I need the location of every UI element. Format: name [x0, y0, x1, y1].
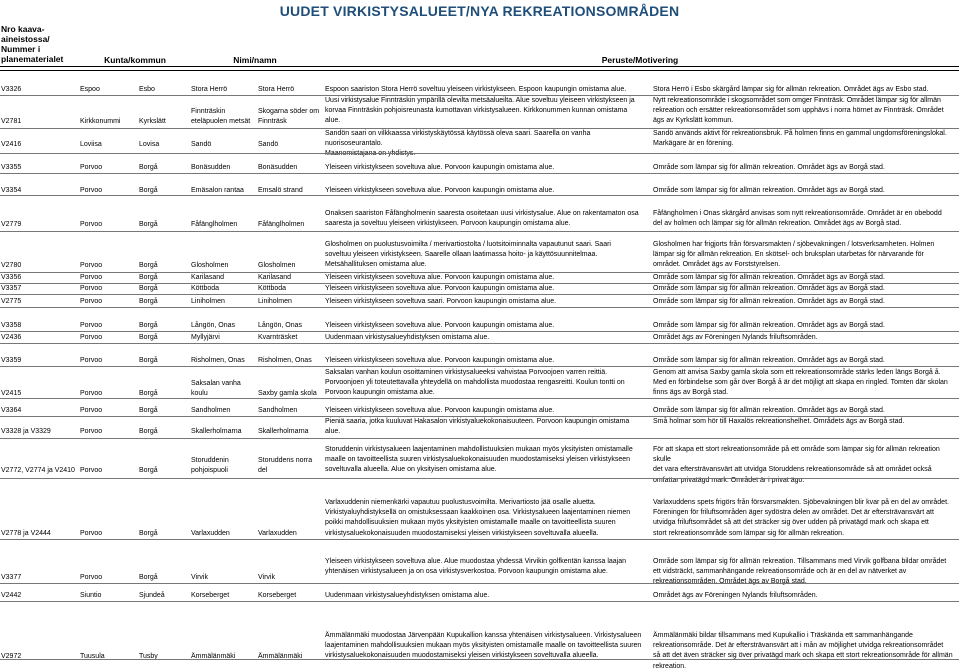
row-number: V2775	[1, 298, 22, 305]
motivation-fi: Uudenmaan virkistysalueyhdistyksen omistama alue.	[325, 334, 490, 341]
row-number: V3364	[1, 407, 22, 414]
row-divider	[0, 195, 959, 196]
municipality-sv: Borgå	[139, 322, 158, 329]
row-divider	[0, 539, 959, 540]
municipality-fi: Porvoo	[80, 390, 103, 397]
row-number: V3355	[1, 164, 22, 171]
municipality-sv: Borgå	[139, 574, 158, 581]
row-number: V3358	[1, 322, 22, 329]
motivation-fi: Yleiseen virkistykseen soveltuva alue. Porvoon kaupungin omistama alue.	[325, 164, 555, 171]
name-sv: Korseberget	[258, 592, 297, 599]
municipality-sv: Borgå	[139, 467, 158, 474]
municipality-fi: Porvoo	[80, 285, 103, 292]
row-number: V2772, V2774 ja V2410	[1, 467, 75, 474]
row-divider	[0, 659, 959, 660]
name-fi: Varlaxudden	[191, 530, 230, 537]
municipality-sv: Lovisa	[139, 141, 160, 148]
name-fi: Glosholmen	[191, 262, 229, 269]
motivation-fi: Yleiseen virkistykseen soveltuva alue. Porvoon kaupungin omistama alue.	[325, 187, 555, 194]
name-sv: Ämmälänmäki	[258, 653, 303, 660]
row-number: V2779	[1, 221, 22, 228]
municipality-fi: Porvoo	[80, 298, 103, 305]
motivation-fi: Yleiseen virkistykseen soveltuva saari. Porvoon kaupungin omistama alue.	[325, 298, 557, 305]
municipality-sv: Borgå	[139, 221, 158, 228]
municipality-fi: Porvoo	[80, 428, 103, 435]
municipality-sv: Kyrkslätt	[139, 118, 166, 125]
motivation-fi: Pieniä saaria, jotka kuuluvat Hakasalon virkistyaluekokonaisuuteen. Porvoon kaupungin omistama alue.	[325, 418, 630, 436]
row-number: V2780	[1, 262, 22, 269]
header-name: Nimi/namn	[233, 55, 277, 65]
header-rule	[0, 66, 959, 67]
name-sv: Bonäsudden	[258, 164, 298, 171]
name-sv: Liniholmen	[258, 298, 292, 305]
name-fi: Fåfänglholmen	[191, 221, 238, 228]
row-number: V3359	[1, 357, 22, 364]
name-sv: Glosholmen	[258, 262, 296, 269]
name-sv: Varlaxudden	[258, 530, 297, 537]
motivation-sv: Sandö används aktivt för rekreationsbruk. På holmen finns en gammal ungdomsföreningslokal. Markägare är en förening.	[653, 130, 947, 148]
municipality-sv: Borgå	[139, 164, 158, 171]
row-number: V2436	[1, 334, 22, 341]
name-fi: Finnträskin eteläpuolen metsät	[191, 107, 251, 125]
motivation-fi: Yleiseen virkistykseen soveltuva alue. Porvoon kaupungin omistama alue.	[325, 274, 555, 281]
municipality-sv: Borgå	[139, 298, 158, 305]
municipality-fi: Porvoo	[80, 187, 103, 194]
municipality-sv: Borgå	[139, 428, 158, 435]
motivation-sv: Område som lämpar sig för allmän rekreation. Området ägs av Borgå stad.	[653, 285, 885, 292]
motivation-sv: Område som lämpar sig för allmän rekreation. Tillsammans med Virvik golfbana bildar området ett vidsträckt, sammanhängande rekreationsområde och är en del av nätverket av rekreationsområden. Området ägs av Borgå stad.	[653, 558, 947, 586]
municipality-fi: Porvoo	[80, 334, 103, 341]
motivation-fi: Yleiseen virkistykseen soveltuva alue. Porvoon kaupungin omistama alue.	[325, 285, 555, 292]
row-divider	[0, 583, 959, 584]
motivation-fi: Yleiseen virkistykseen soveltuva alue. Alue muodostaa yhdessä Virvikin golfkentän kanssa laajan yhtenäisen virkistysalueen ja on osa virkistysverkostoa. Porvoon kaupungin omistama alue.	[325, 558, 627, 576]
motivation-fi: Espoon saariston Stora Herrö soveltuu yleiseen virkistykseen. Espoon kaupungin omistama alue.	[325, 86, 627, 93]
name-sv: Sandholmen	[258, 407, 298, 414]
motivation-sv: Området ägs av Föreningen Nylands friluftsområden.	[653, 592, 818, 599]
motivation-sv: Området ägs av Föreningen Nylands friluftsområden.	[653, 334, 818, 341]
motivation-sv: Område som lämpar sig för allmän rekreation. Området ägs av Borgå stad.	[653, 357, 885, 364]
name-fi: Korseberget	[191, 592, 230, 599]
municipality-sv: Borgå	[139, 390, 158, 397]
name-fi: Bonäsudden	[191, 164, 231, 171]
municipality-sv: Borgå	[139, 187, 158, 194]
municipality-sv: Borgå	[139, 262, 158, 269]
name-sv: Emsalö strand	[258, 187, 303, 194]
name-fi: Karilasand	[191, 274, 225, 281]
motivation-fi: Storuddenin virkistysalueen laajentaminen mahdollistuuksien mukaan myös yksityisten omistamalle maalle on tavoitteellista suuren virkistysaluekokonaisuuden muodostamiseksi yleisen virkistykseen soveltuvalla alueella. Alue on yksityisen omistama alue.	[325, 446, 633, 474]
header-municipality: Kunta/kommun	[104, 55, 166, 65]
name-sv: Fåfänglholmen	[258, 221, 305, 228]
row-number: V3326	[1, 86, 22, 93]
name-fi: Storuddenin pohjoispuoli	[191, 456, 229, 474]
row-number: V2415	[1, 390, 22, 397]
row-divider	[0, 231, 959, 232]
header-rule-double	[0, 70, 959, 71]
name-fi: Myllyjärvi	[191, 334, 220, 341]
motivation-sv: Område som lämpar sig för allmän rekreation. Området ägs av Borgå stad.	[653, 322, 885, 329]
name-fi: Emäsalon rantaa	[191, 187, 244, 194]
name-sv: Stora Herrö	[258, 86, 295, 93]
municipality-fi: Tuusula	[80, 653, 105, 660]
row-number: V2972	[1, 653, 22, 660]
name-fi: Köttboda	[191, 285, 220, 292]
motivation-sv: Glosholmen har frigjorts från försvarsmakten / sjöbevakningen / lotsverksamheten. Holmen lämpar sig för allmän rekreation. En skötsel- och bruksplan utarbetas för närvarande för området. Området ägs av Forststyrelsen.	[653, 241, 935, 269]
motivation-sv: Område som lämpar sig för allmän rekreation. Området ägs av Borgå stad.	[653, 274, 885, 281]
name-fi: Virvik	[191, 574, 208, 581]
motivation-sv: Ämmälänmäki bildar tillsammans med Kupukallio i Träskända ett sammanhängande rekreationsområde. Det är eftersträvansvärt att i mån av möjlighet utvidga rekreationsområdet så att det även sträcker sig över privatägd mark och skapa ett stort rekreationsområde för allmän rekreation.	[653, 632, 953, 670]
row-number: V2416	[1, 141, 22, 148]
row-divider	[0, 366, 959, 367]
name-fi: Skallerholmarna	[191, 428, 242, 435]
municipality-sv: Borgå	[139, 530, 158, 537]
motivation-sv: Område som lämpar sig för allmän rekreation. Området ägs av Borgå stad.	[653, 298, 885, 305]
municipality-sv: Sjundeå	[139, 592, 165, 599]
name-sv: Skallerholmarna	[258, 428, 309, 435]
name-sv: Karilasand	[258, 274, 292, 281]
motivation-sv: Område som lämpar sig för allmän rekreation. Området ägs av Borgå stad.	[653, 187, 885, 194]
row-divider	[0, 343, 959, 344]
municipality-fi: Porvoo	[80, 274, 103, 281]
name-sv: Sandö	[258, 141, 279, 148]
municipality-fi: Porvoo	[80, 574, 103, 581]
municipality-fi: Porvoo	[80, 322, 103, 329]
header-number: Nro kaava- aineistossa/ Nummer i planematerialet	[1, 24, 64, 64]
name-sv: Risholmen, Onas	[258, 357, 312, 364]
motivation-sv: Fåfängholmen i Onas skärgård anvisas som nytt rekreationsområde. Området är en obebodd del av holmen och lämpar sig för allmän rekreation. Området ägs av Borgå stad.	[653, 210, 942, 228]
document-title: UUDET VIRKISTYSALUEET/NYA REKREATIONSOMRÅDEN	[279, 3, 680, 19]
motivation-sv: Stora Herrö i Esbo skärgård lämpar sig för allmän rekreation. Området ägs av Esbo stad.	[653, 86, 929, 93]
municipality-fi: Siuntio	[80, 592, 102, 599]
motivation-sv: Nytt rekreationsområde i skogsområdet som omger Finnträsk. Området lämpar sig för allmän rekreation och ersätter rekreationsområdet som upphävs i norra hörnet av Finnträsk. Området ägs av Kyrkslätt kommun.	[653, 97, 944, 125]
municipality-sv: Tusby	[139, 653, 158, 660]
row-divider	[0, 307, 959, 308]
row-divider	[0, 398, 959, 399]
motivation-sv: Varlaxuddens spets frigörs från försvarsmakten. Sjöbevakningen blir kvar på en del av området. Föreningen för friluftsområden äger sydöstra delen av området. Det är eftersträvansvärt att utvidga friluftsområdet så att det sträcker sig över udden på privatägd mark och skapa ett stort rekreationsområde som lämpar sig för allmän rekreation.	[653, 499, 949, 537]
name-fi: Liniholmen	[191, 298, 225, 305]
name-fi: Ämmälänmäki	[191, 653, 236, 660]
name-fi: Sandholmen	[191, 407, 231, 414]
municipality-fi: Porvoo	[80, 530, 103, 537]
row-number: V3328 ja V3329	[1, 428, 51, 435]
motivation-fi: Yleiseen virkistykseen soveltuva alue. Porvoon kaupungin omistama alue.	[325, 407, 555, 414]
municipality-fi: Porvoo	[80, 221, 103, 228]
municipality-fi: Porvoo	[80, 467, 103, 474]
municipality-fi: Porvoo	[80, 407, 103, 414]
motivation-fi: Saksalan vanhan koulun osoittaminen virkistysalueeksi vahvistaa Porvoojoen varren reittiä. Porvoonjoen yli toteutettavalla yhteydellä on mahdollista muodostaa rengasreitti. Koulun tontti on Porvoon kaupungin omistama alue.	[325, 369, 625, 397]
row-number: V2781	[1, 118, 22, 125]
municipality-sv: Esbo	[139, 86, 155, 93]
municipality-sv: Borgå	[139, 274, 158, 281]
row-divider	[0, 173, 959, 174]
name-fi: Saksalan vanha koulu	[191, 379, 241, 397]
row-divider	[0, 294, 959, 295]
motivation-fi: Ämmälänmäki muodostaa Järvenpään Kupukallion kanssa yhtenäisen virkistysalueen. Virkistysalueen laajentaminen mahdollisuuksien mukaan myös yksityisten omistamalle maalle on tavoitteellista suuren virkistysaluekokonaisuuden muodostamiseksi yleisen virkistykseen soveltuvalla alueella.	[325, 632, 642, 660]
row-divider	[0, 478, 959, 479]
row-number: V3354	[1, 187, 22, 194]
motivation-fi: Sandön saari on vilkkaassa virkistyskäytössä käytössä oleva saari. Saarella on vanha nuorisoseurantalo. Maanomistajana on yhdistys.	[325, 130, 591, 158]
municipality-fi: Kirkkonummi	[80, 118, 121, 125]
municipality-fi: Porvoo	[80, 164, 103, 171]
name-sv: Köttboda	[258, 285, 287, 292]
row-number: V3377	[1, 574, 22, 581]
row-number: V2778 ja V2444	[1, 530, 51, 537]
municipality-fi: Porvoo	[80, 262, 103, 269]
row-number: V2442	[1, 592, 22, 599]
municipality-fi: Porvoo	[80, 357, 103, 364]
municipality-sv: Borgå	[139, 285, 158, 292]
row-divider	[0, 331, 959, 332]
municipality-fi: Loviisa	[80, 141, 102, 148]
name-sv: Virvik	[258, 574, 275, 581]
name-sv: Storuddens norra del	[258, 456, 313, 474]
row-divider	[0, 153, 959, 154]
motivation-sv: Område som lämpar sig för allmän rekreation. Området ägs av Borgå stad.	[653, 164, 885, 171]
name-sv: Saxby gamla skola	[258, 390, 317, 397]
motivation-sv: Genom att anvisa Saxby gamla skola som ett rekreationsområde stärks leden längs Borgå å. Med en förbindelse som går över Borgå å är det möjligt att skapa en ringled. Tomten där skolan finns ägs av Borgå stad.	[653, 369, 948, 397]
row-number: V3356	[1, 274, 22, 281]
motivation-sv: Område som lämpar sig för allmän rekreation. Området ägs av Borgå stad.	[653, 407, 885, 414]
row-number: V3357	[1, 285, 22, 292]
row-divider	[0, 601, 959, 602]
motivation-fi: Onaksen saariston Fåfängholmenin saaresta osoitetaan uusi virkistysalue. Alue on rakentamaton osa saaresta ja soveltuu yleiseen virkistykseen. Porvoon kaupungin omistama alue.	[325, 210, 639, 228]
municipality-sv: Borgå	[139, 357, 158, 364]
name-fi: Långön, Onas	[191, 322, 235, 329]
motivation-fi: Yleiseen virkistykseen soveltuva alue. Porvoon kaupungin omistama alue.	[325, 322, 555, 329]
row-divider	[0, 438, 959, 439]
municipality-fi: Espoo	[80, 86, 100, 93]
motivation-fi: Uudenmaan virkistysalueyhdistyksen omistama alue.	[325, 592, 490, 599]
motivation-fi: Varlaxuddenin niemenkärki vapautuu puolustusvoimilta. Merivartiosto jää osalle aluetta. Virkistyaluyhdistyksellä on omistuksessaan kaakkoinen osa. Virkistysalueen laajentaminen niemen poikki mahdollisuuksien mukaan myös yksityisten omistamalle maalle on tavoitteellista suuren virkistysaluekokonaisuuden muodostamiseksi yleisen virkistykseen soveltuvalla alueella.	[325, 499, 631, 537]
name-sv: Kvarnträsket	[258, 334, 298, 341]
municipality-sv: Borgå	[139, 334, 158, 341]
motivation-fi: Yleiseen virkistykseen soveltuva alue. Porvoon kaupungin omistama alue.	[325, 357, 555, 364]
motivation-fi: Glosholmen on puolustusvoimilta / merivartiostolta / luotsitoiminnalta vapautunut saari. Saari soveltuu yleiseen virkistykseen. Saarelle ollaan laatimassa hoito- ja käyttösuunnitelmaa. Metsähallituksen omistama alue.	[325, 241, 611, 269]
header-motivation: Peruste/Motivering	[601, 55, 679, 65]
name-fi: Stora Herrö	[191, 86, 228, 93]
motivation-sv: För att skapa ett stort rekreationsområde på ett område som lämpar sig för allmän rekreation skulle det vara eftersträvansvärt att utvidga Storuddens rekreationsområde så att området också omfattar privatägd mark. Området är i privat ägo.	[653, 446, 940, 484]
name-fi: Risholmen, Onas	[191, 357, 245, 364]
name-sv: Skogarna söder om Finnträsk	[258, 107, 320, 125]
motivation-sv: Små holmar som hör till Haxalös rekreationshelhet. Områdets ägs av Borgå stad.	[653, 418, 905, 425]
name-fi: Sandö	[191, 141, 212, 148]
motivation-fi: Uusi virkistysalue Finnträskin ympärillä olevilta metsäalueilta. Alue soveltuu yleiseen virkistykseen ja korvaa Finnträskin pohjoisreunasta kumottavan virkistysalueen. Kirkkonummen kunnan omistama alue.	[325, 97, 635, 125]
name-sv: Långön, Onas	[258, 322, 302, 329]
municipality-sv: Borgå	[139, 407, 158, 414]
